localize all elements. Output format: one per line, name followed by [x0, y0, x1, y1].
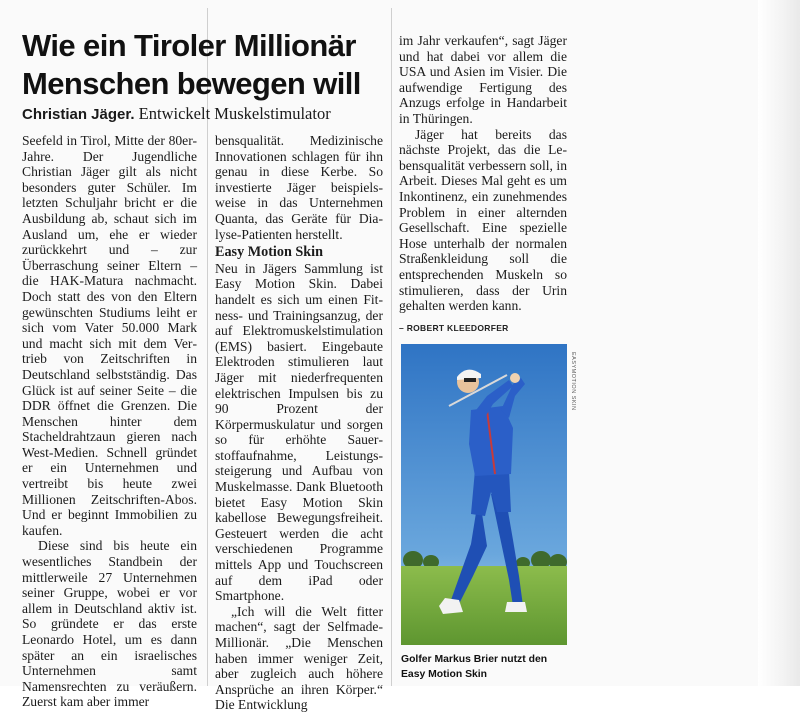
article-headline: Wie ein Tiroler Millionär Menschen bewegen will	[22, 28, 361, 101]
article-column-1	[22, 133, 197, 710]
author-credit: – ROBERT KLEEDORFER	[399, 323, 509, 333]
paragraph: Diese sind bis heute ein wesentliches Standbein der mittlerweile 27 Unternehmen seiner Gruppe, wobei er vor allem in Deutschland aktiv ist. So gründete er das erste Leonardo Hotel, um es dann später an ein israelisches Unternehmen samt Namensrechten zu veräußern. Zuerst kam aber immer	[22, 538, 197, 710]
photo-caption: Golfer Markus Brier nutzt den Easy Motion Skin	[401, 654, 548, 680]
paragraph: Jäger hat bereits das nächste Projekt, das die Lebensqualität verbessern soll, in Arbeit. Dieses Mal geht es um Inkontinenz, ein zunehmendes Problem in einer alternden Gesellschaft. Eine spezielle Hose unterhalb der normalen Straßenkleidung soll die entsprechenden Muskeln so stimulieren, dass der Urin gehalten werden kann.	[399, 126, 567, 314]
article-subtitle: Entwickelt Muskelstimulator	[138, 104, 331, 123]
fairway	[401, 566, 567, 645]
paragraph: „Ich will die Welt fitter machen“, sagt der Selfmade-Millionär. „Die Menschen haben immer weniger Zeit, aber zugleich auch höhere Ansprüche an ihren Körper.“ Die Entwicklung	[215, 603, 383, 713]
article-byline	[22, 104, 392, 125]
golfer-photo	[401, 344, 567, 645]
section-subheading: Easy Motion Skin	[215, 244, 324, 261]
paragraph: Neu in Jägers Sammlung ist Easy Motion Skin. Dabei handelt es sich um einen Fitness- und Trainingsanzug, der auf Elektromuskelstimulation (EMS) basiert. Eingebaute Elektroden stimulieren laut Jäger mit niederfrequenten elektrischen Impulsen bis zu 90 Prozent der Körpermuskulatur und sorgen so für erhöhte Sauerstoffaufnahme, Leistungssteigerung und Aufbau von Muskelmasse. Dank Bluetooth bietet Easy Motion Skin kabellose Bewegungsfreiheit. Gesteuert werden die acht verschiedenen Programme mittels App und Touchscreen auf dem iPad oder Smartphone.	[215, 260, 383, 604]
article-column-3	[399, 33, 567, 329]
paragraph: im Jahr verkaufen“, sagt Jäger und hat dabei vor allem die USA und Asien im Visier. Die aufwendige Fertigung des Anzugs erfolge in Handarbeit in Thüringen.	[399, 33, 567, 126]
photo-credit: EASYMOTION SKIN	[570, 352, 576, 411]
article-column-2	[215, 133, 383, 713]
golfer-illustration	[401, 344, 567, 645]
paragraph: Seefeld in Tirol, Mitte der 80er-Jahre. Der Jugendliche Christian Jäger gilt als nicht besonders guter Schüler. Im letzten Schuljahr bricht er die Ausbildung ab, schaut sich im Ausland um, ehe er wieder zurückkehrt und – zur Überraschung seiner Eltern – die HAK-Matura nachmacht. Doch statt des von den Eltern gewünschten Studiums leiht er sich vom Vater 50.000 Mark und macht sich mit dem Vertrieb von Zeitschriften in Deutschland selbstständig. Das Glück ist auf seiner Seite – die DDR öffnet die Grenzen. Die Menschen hinter dem Stacheldrahtzaun gieren nach West-Medien. Schnell gründet er ein Unternehmen und vertreibt bis heute zwei Millionen Zeitschriften-Abos. Und er beginnt Immobilien zu kaufen.	[22, 133, 197, 538]
page-edge-shadow	[758, 0, 800, 686]
author-name: Christian Jäger.	[22, 106, 135, 123]
paragraph: bensqualität. Medizinische Innovationen schlagen für ihn genau in diese Kerbe. So investierte Jäger beispielsweise in das Unternehmen Quanta, das Geräte für Dialyse-Patienten herstellt.	[215, 133, 383, 242]
